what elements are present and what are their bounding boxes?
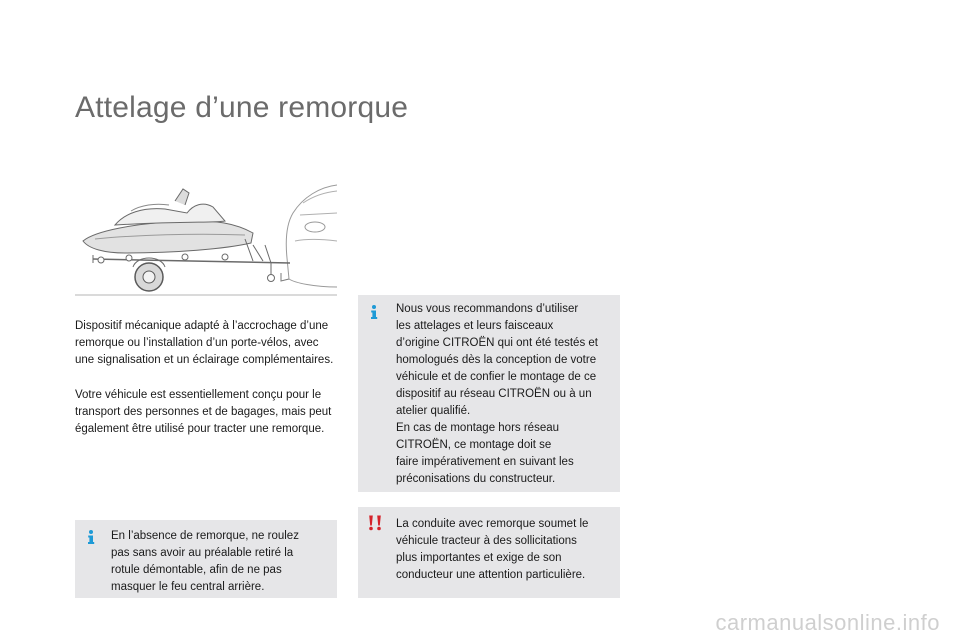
text-line: homologués dès la conception de votre: [396, 354, 597, 366]
text-line: CITROËN, ce montage doit se: [396, 439, 552, 451]
intro-paragraph: Dispositif mécanique adapté à l’accrochage d’une remorque ou l’installation d’un porte-vélos, avec une signalisation et un éclairage complémentaires.: [75, 320, 334, 366]
text-line: Nous vous recommandons d’utiliser: [396, 303, 579, 315]
text-line: conducteur une attention particulière.: [396, 569, 586, 581]
watermark: carmanualsonline.info: [715, 610, 940, 635]
text-line: rotule démontable, afin de ne pas: [111, 564, 282, 576]
text-line: véhicule et de confier le montage de ce: [396, 371, 597, 383]
text-line: d’origine CITROËN qui ont été testés et: [396, 337, 598, 349]
trailer-illustration: [75, 183, 337, 296]
text-line: En cas de montage hors réseau: [396, 422, 560, 434]
usage-paragraph: Votre véhicule est essentiellement conçu pour le transport des personnes et de bagages, mais peut également être utilisé pour tracter une remorque.: [75, 389, 332, 435]
removable-towball-box: [75, 520, 337, 598]
text-line: plus importantes et exige de son: [396, 552, 562, 564]
text-line: atelier qualifié.: [396, 405, 471, 417]
warning-box: [358, 507, 620, 598]
text-line: En l’absence de remorque, ne roulez: [111, 530, 299, 542]
warning-text: [396, 516, 588, 584]
warning-icon: [366, 515, 384, 531]
text-line: La conduite avec remorque soumet le: [396, 518, 589, 530]
recommendation-text: [396, 301, 598, 488]
text-line: pas sans avoir au préalable retiré la: [111, 547, 294, 559]
text-line: véhicule tracteur à des sollicitations: [396, 535, 577, 547]
info-icon: [366, 304, 382, 320]
text-line: faire impérativement en suivant les: [396, 456, 574, 468]
page-title: Attelage d’une remorque: [75, 91, 409, 124]
info-icon: [83, 529, 99, 545]
removable-towball-text: [111, 528, 299, 596]
text-line: les attelages et leurs faisceaux: [396, 320, 554, 332]
text-line: préconisations du constructeur.: [396, 473, 556, 485]
recommendation-box: [358, 295, 620, 492]
text-line: masquer le feu central arrière.: [111, 581, 265, 593]
text-line: dispositif au réseau CITROËN ou à un: [396, 388, 592, 400]
